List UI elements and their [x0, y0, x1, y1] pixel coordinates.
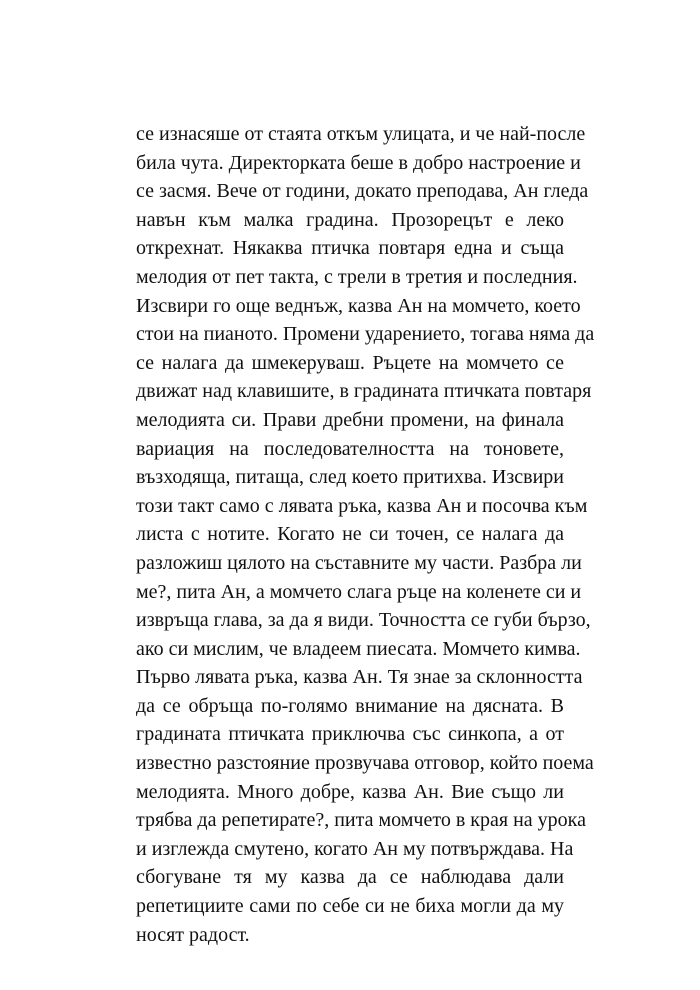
text-line: градината птичката приключва със синкопа, а от	[136, 723, 564, 746]
text-line: сбогуване тя му казва да се наблюдава дали	[136, 866, 564, 889]
text-line: открехнат. Някаква птичка повтаря една и съща	[136, 237, 564, 260]
text-line: носят радост.	[136, 923, 250, 946]
body-text	[136, 120, 595, 949]
text-line: мелодията. Много добре, казва Ан. Вие също ли	[136, 780, 564, 803]
text-line: да се обръща по-голямо внимание на дясната. В	[136, 694, 564, 717]
text-line: се налага да шмекеруваш. Ръцете на момчето се	[136, 351, 564, 374]
text-line: разложиш цялото на съставните му части. Разбра ли	[136, 551, 582, 574]
text-line: ако си мислим, че владеем пиесата. Момчето кимва.	[136, 637, 581, 660]
text-line: Първо лявата ръка, казва Ан. Тя знае за склонността	[136, 666, 583, 689]
text-line: мелодията си. Прави дребни промени, на финала	[136, 408, 564, 431]
text-line: навън към малка градина. Прозорецът е леко	[136, 208, 564, 231]
text-line: ме?, пита Ан, а момчето слага ръце на коленете си и	[136, 580, 582, 603]
text-line: и изглежда смутено, когато Ан му потвърждава. На	[136, 837, 574, 860]
text-line: вариация на последователността на тоновете,	[136, 437, 564, 460]
text-line: стои на пианото. Промени ударението, тогава няма да	[136, 323, 595, 346]
text-line: мелодия от пет такта, с трели в третия и последния.	[136, 265, 578, 288]
text-line: трябва да репетирате?, пита момчето в края на урока	[136, 809, 586, 832]
text-line: Изсвири го още веднъж, казва Ан на момчето, което	[136, 294, 581, 317]
text-line: извръща глава, за да я види. Точността се губи бързо,	[136, 609, 591, 632]
text-line: движат над клавишите, в градината птичката повтаря	[136, 380, 592, 403]
text-line: този такт само с лявата ръка, казва Ан и посочва към	[136, 494, 588, 517]
text-line: известно разстояние прозвучава отговор, който поема	[136, 752, 594, 775]
text-line: се изнасяше от стаята откъм улицата, и че най-после	[136, 123, 586, 145]
text-line: се засмя. Вече от години, докато преподава, Ан гледа	[136, 180, 589, 203]
text-line: възходяща, питаща, след което притихва. Изсвири	[136, 466, 564, 489]
text-line: репетициите сами по себе си не биха могли да му	[136, 895, 564, 918]
text-line: листа с нотите. Когато не си точен, се налага да	[136, 523, 564, 546]
text-line: била чута. Директорката беше в добро настроение и	[136, 151, 581, 174]
